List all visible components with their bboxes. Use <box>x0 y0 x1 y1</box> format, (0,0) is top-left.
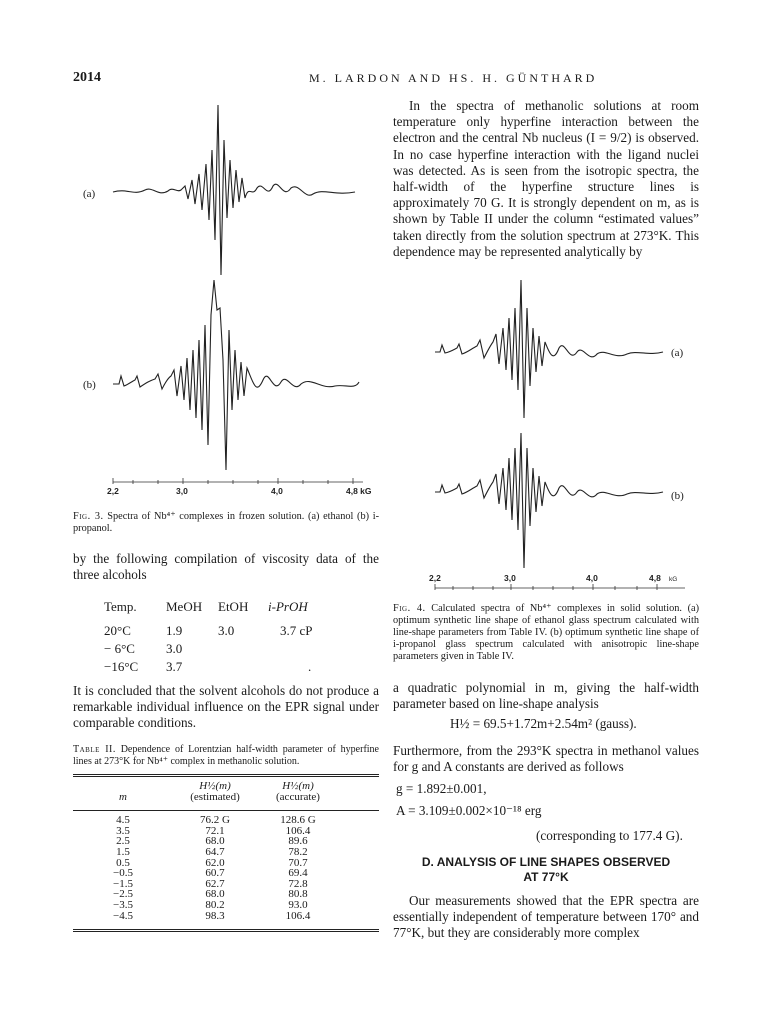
table2-cell-acc: 70.7 <box>288 856 308 869</box>
table-row <box>73 911 379 922</box>
table2-cell-m: 4.5 <box>116 814 130 827</box>
table2-cell-acc: 78.2 <box>288 845 308 858</box>
corresponding-value: (corresponding to 177.4 G). <box>536 828 683 843</box>
page-number: 2014 <box>73 70 101 85</box>
fig3-tick-2: 3,0 <box>176 486 188 496</box>
fig4-tick-2: 3,0 <box>504 573 516 583</box>
section-heading <box>393 855 699 885</box>
fig4-caption-text: Calculated spectra of Nb⁴⁺ complexes in solid solution. (a) optimum synthetic line shape of ethanol glass spectrum calculated with line-shape parameters from Table IV. (b) optimum synthetic line shape of i-propanol glass spectrum calculated with anisotropic line-shape parameters given in Table IV. <box>393 603 700 662</box>
fig3-caption-label: Fig. 3. <box>73 511 104 522</box>
table2-cell-acc: 106.4 <box>285 824 311 837</box>
table2-title-text: Dependence of Lorentzian half-width parameter of hyperfine lines at 273°K for Nb⁴⁺ complex in methanolic solution. <box>73 744 379 767</box>
table2-cell-m: 2.5 <box>116 835 130 848</box>
fig3-caption-text: Spectra of Nb⁴⁺ complexes in frozen solution. (a) ethanol (b) i-propanol. <box>73 511 380 534</box>
fig4-tick-unit: kG <box>669 576 678 583</box>
table2-cell-m: −3.5 <box>113 898 133 911</box>
table-row <box>104 658 328 676</box>
table2-cell-spacer <box>339 858 379 869</box>
fig3-label-b: (b) <box>83 379 96 391</box>
table2-cell-est: 76.2 G <box>200 814 230 827</box>
table2-cell-est: 62.7 <box>205 877 225 890</box>
table2-cell-est: 60.7 <box>205 867 225 880</box>
fig4-tick-1: 2,2 <box>429 573 441 583</box>
table2-col-m: m <box>119 790 127 803</box>
fig3-spectrum-b <box>113 280 359 470</box>
viscosity-table <box>104 598 328 676</box>
visc-cell <box>268 640 328 658</box>
table2-cell-m: 0.5 <box>116 856 130 869</box>
conclusion-paragraph: It is concluded that the solvent alcohols do not produce a remarkable individual influence on the EPR signal under comparable conditions. <box>73 683 379 731</box>
fig4-spectrum-a <box>435 280 663 418</box>
table2-col-acc: H½(m) <box>282 780 314 792</box>
table2-cell-m: 1.5 <box>116 845 130 858</box>
table2-cell-spacer <box>339 900 379 911</box>
table2-cell-acc: 128.6 G <box>280 814 316 827</box>
table2-cell-spacer <box>339 836 379 847</box>
visc-cell: − 6°C <box>104 641 135 656</box>
visc-cell: 1.9 <box>166 623 183 638</box>
quadratic-paragraph: a quadratic polynomial in m, giving the half-width parameter based on line-shape analysis <box>393 680 699 712</box>
table2-cell-spacer <box>339 911 379 922</box>
section-heading-line-2: AT 77°K <box>523 870 569 884</box>
fig4-spectra <box>393 268 703 598</box>
a-value: A = 3.109±0.002×10⁻¹⁸ erg <box>396 803 542 818</box>
viscosity-header-row <box>104 598 328 616</box>
visc-cell: 3.0 <box>166 641 183 656</box>
table2-cell-est: 62.0 <box>205 856 225 869</box>
fig4-label-b: (b) <box>671 490 684 502</box>
visc-cell: 20°C <box>104 623 131 638</box>
table2-body <box>73 815 379 921</box>
table2-cell-spacer <box>339 826 379 837</box>
figure-3 <box>73 100 383 500</box>
table-row <box>73 847 379 858</box>
visc-header-temp: Temp. <box>104 599 137 614</box>
table2-cell-spacer <box>339 879 379 890</box>
visc-cell <box>218 658 268 676</box>
table-row <box>104 640 328 658</box>
fig3-tick-1: 2,2 <box>107 486 119 496</box>
visc-header-iproh: i-PrOH <box>268 599 308 614</box>
table2-cell-est: 98.3 <box>205 909 225 922</box>
visc-cell: 3.7 <box>166 659 183 674</box>
visc-cell <box>218 640 268 658</box>
table2-cell-m: −2.5 <box>113 888 133 901</box>
table2-top-rule <box>73 774 379 777</box>
furthermore-paragraph: Furthermore, from the 293°K spectra in methanol values for g and A constants are derived as follows <box>393 743 699 775</box>
table2-bottom-rule <box>73 929 379 932</box>
table2-mid-rule <box>73 810 379 811</box>
final-paragraph: Our measurements showed that the EPR spectra are essentially independent of temperature between 170° and 77°K, but they are considerably more complex <box>393 893 699 941</box>
table2-cell-acc: 72.8 <box>288 877 308 890</box>
fig4-spectrum-b <box>435 433 663 568</box>
fig3-label-a: (a) <box>83 188 96 200</box>
visc-cell: 3.7 cP <box>280 623 313 638</box>
table2-cell-m: 3.5 <box>116 824 130 837</box>
table2-cell-est: 72.1 <box>205 824 225 837</box>
table2-col-spacer <box>339 792 379 803</box>
table2-cell-m: −0.5 <box>113 867 133 880</box>
table2-cell-m: −4.5 <box>113 909 133 922</box>
table2-col-spacer <box>339 781 379 792</box>
table2-cell-spacer <box>339 889 379 900</box>
visc-cell: −16°C <box>104 659 139 674</box>
fig3-spectra <box>73 100 383 500</box>
fig3-tick-4: 4,8 kG <box>346 486 372 496</box>
table2-col-acc-sub: (accurate) <box>276 790 320 803</box>
table2-cell-est: 64.7 <box>205 845 225 858</box>
table2-cell-acc: 69.4 <box>288 867 308 880</box>
table2-cell-acc: 93.0 <box>288 898 308 911</box>
equation-halfwidth: H½ = 69.5+1.72m+2.54m² (gauss). <box>450 716 637 731</box>
fig4-caption <box>393 603 699 663</box>
table2-cell-spacer <box>339 847 379 858</box>
table2-cell-spacer <box>339 868 379 879</box>
page-header <box>73 70 699 88</box>
visc-header-meoh: MeOH <box>166 599 203 614</box>
table-row <box>104 622 328 640</box>
fig4-caption-label: Fig. 4. <box>393 603 426 614</box>
fig3-caption <box>73 511 379 535</box>
table2-col-est-sub: (estimated) <box>190 790 240 803</box>
fig3-spectrum-a <box>113 105 355 275</box>
fig4-tick-3: 4,0 <box>586 573 598 583</box>
fig4-tick-4: 4,8 <box>649 573 661 583</box>
table-row <box>73 900 379 911</box>
section-heading-line-1: D. ANALYSIS OF LINE SHAPES OBSERVED <box>421 855 671 869</box>
fig3-tick-3: 4,0 <box>271 486 283 496</box>
table2-col-est: H½(m) <box>199 780 231 792</box>
figure-4 <box>393 268 703 598</box>
table2-col-m-spacer <box>73 781 173 792</box>
table2-cell-est: 80.2 <box>205 898 225 911</box>
visc-cell: 3.0 <box>218 623 235 638</box>
table2-header <box>73 781 379 802</box>
table2-cell-est: 68.0 <box>205 888 225 901</box>
table2-cell-acc: 89.6 <box>288 835 308 848</box>
visc-cell: . <box>308 659 312 674</box>
fig4-label-a: (a) <box>671 347 684 359</box>
running-head: M. LARDON AND HS. H. GÜNTHARD <box>309 71 598 85</box>
visc-header-etoh: EtOH <box>218 599 249 614</box>
intro-paragraph: In the spectra of methanolic solutions at room temperature only hyperfine interaction between the electron and the central Nb nucleus (I = 9/2) is observed. In no case hyperfine interaction with the ligand nuclei was detected. As is seen from the isotropic spectra, the half-width of the hyperfine structure lines is approximately 70 G. It is strongly dependent on m, as is shown by Table II under the column “estimated values” taken directly from the solution spectrum at 273°K. This dependence may be represented analytically by <box>393 98 699 259</box>
table2 <box>73 774 379 932</box>
table2-cell-acc: 80.8 <box>288 888 308 901</box>
g-value: g = 1.892±0.001, <box>396 781 487 796</box>
table2-title <box>73 744 379 767</box>
table2-title-label: Table II. <box>73 744 116 755</box>
table2-cell-m: −1.5 <box>113 877 133 890</box>
table2-cell-acc: 106.4 <box>285 909 311 922</box>
table2-cell-spacer <box>339 815 379 826</box>
viscosity-intro: by the following compilation of viscosity data of the three alcohols <box>73 551 379 583</box>
table2-cell-est: 68.0 <box>205 835 225 848</box>
